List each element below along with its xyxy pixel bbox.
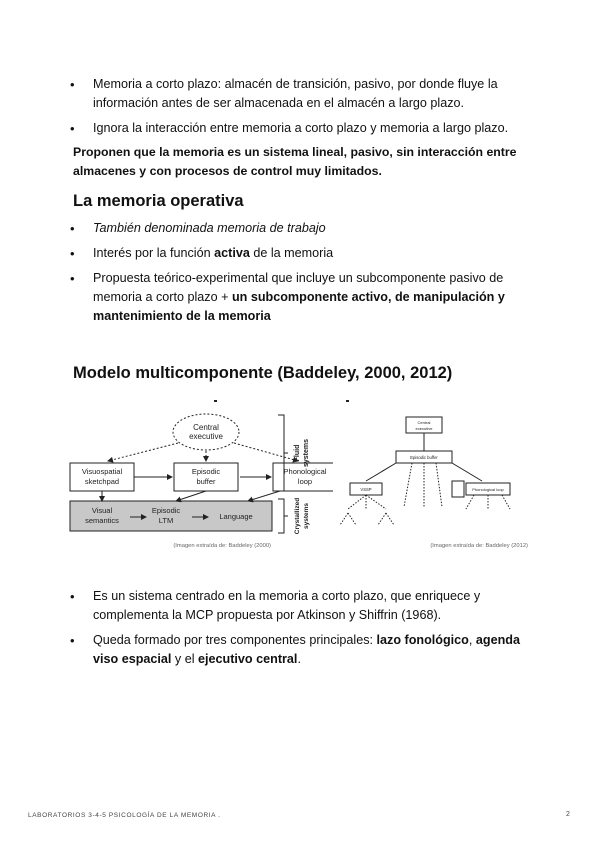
page-footer: LABORATORIOS 3-4-5 PSICOLOGÍA DE LA MEMORIA . [28,812,221,819]
text-run: . [297,652,301,666]
section-heading-memoria-operativa: La memoria operativa [73,192,244,210]
bold-text: un subcomponente activo, de manipulación y mantenimiento de la memoria [93,290,505,323]
branch-line [340,513,348,525]
baddeley-2000-diagram [68,395,333,555]
scan-mark [214,400,217,402]
bold-text: activa [214,246,250,260]
text-run: Interés por la función [93,246,215,260]
branch-line [466,495,474,509]
bullet-text [73,244,533,263]
phonological-label-1: Phonological [283,467,327,476]
bold-text: ejecutivo central [198,652,298,666]
episodic-buffer-label-2: buffer [196,477,216,486]
bullet-text: • Ignora la interacción entre memoria a corto plazo y memoria a largo plazo. [93,121,509,135]
text-run: de la memoria [249,246,334,260]
branch-line [386,513,394,525]
text-run: y el [171,652,199,666]
visual-semantics-label-2: semantics [85,516,119,525]
arrow-buffer-ltm [176,491,206,501]
summary-paragraph: Proponen que la memoria es un sistema lineal, pasivo, sin interacción entre almacenes y con procesos de control muy limitados. [73,145,517,178]
bold-text: lazo fonológico [376,633,469,647]
central-executive-label-2: executive [189,432,223,441]
visual-semantics-label-1: Visual [91,506,113,515]
vssp-label: VSSP [360,487,372,492]
phonological-label: Phonological loop [472,487,504,492]
crystallized-label-2: systems [303,502,310,530]
arrow-ce-phono [234,443,298,461]
section-heading-modelo-multicomponente: Modelo multicomponente (Baddeley, 2000, 2012) [73,364,453,382]
right-figure-caption: (Imagen extraída de: Baddeley (2012) [430,543,528,549]
branch-line [366,495,386,509]
scan-mark [346,400,349,402]
list-item [73,587,533,625]
branch-line [502,495,510,509]
page-number: 2 [566,811,570,818]
list-item [73,631,533,669]
text-run: Queda formado por tres componentes principales: [93,633,377,647]
arrow-ce-visuo [108,443,178,461]
line-buffer-phono [452,463,482,481]
branch-line [348,513,356,525]
text-run: , [468,633,476,647]
episodic-buffer-label: Episodic buffer [410,455,438,460]
language-label: Language [219,512,253,521]
fluid-label-2: systems [303,438,310,468]
list-item [73,269,533,326]
episodic-ltm-label-2: LTM [158,516,174,525]
crystallized-brace [278,499,288,533]
episodic-ltm-label-1: Episodic [151,506,181,515]
left-figure-caption: (Imagen extraída de: Baddeley (2000) [173,543,271,549]
line-buffer-vssp [366,463,396,481]
crystallized-label-1: Crystallized [294,497,301,535]
bullet-text [73,631,533,669]
branch-line [348,495,366,509]
phonological-label-2: loop [297,477,313,486]
baddeley-2012-diagram [332,395,532,555]
visuospatial-label-1: Visuospatial [81,467,123,476]
list-item [73,219,533,238]
bold-text: agenda viso espacial [93,633,520,666]
visuospatial-label-2: sketchpad [84,477,120,486]
arrow-phono-language [248,491,280,501]
bullet-text: • También denominada memoria de trabajo [93,221,326,235]
bullet-text [73,269,533,326]
central-executive-label-1: Central [193,423,219,432]
list-item [73,244,533,263]
hcgl-node [452,481,464,497]
fluid-label-1: Fluid [294,444,301,462]
text-run: Propuesta teórico-experimental que incluye un subcomponente pasivo de memoria a corto plazo + [93,271,504,304]
branch-line [378,513,386,525]
central-executive-label-1: Central [417,420,431,425]
central-executive-label-2: executive [415,426,433,431]
line-buffer-taste [436,463,442,507]
list-item [73,119,533,138]
bullet-text: • Memoria a corto plazo: almacén de transición, pasivo, por donde fluye la información antes de ser almacenada en el almacén a largo plazo. [93,77,498,110]
list-item [73,75,533,113]
line-buffer-smell [404,463,412,507]
bullet-text: • Es un sistema centrado en la memoria a corto plazo, que enriquece y complementa la MCP propuesta por Atkinson y Shiffrin (1968). [93,589,481,622]
episodic-buffer-label-1: Episodic [191,467,221,476]
